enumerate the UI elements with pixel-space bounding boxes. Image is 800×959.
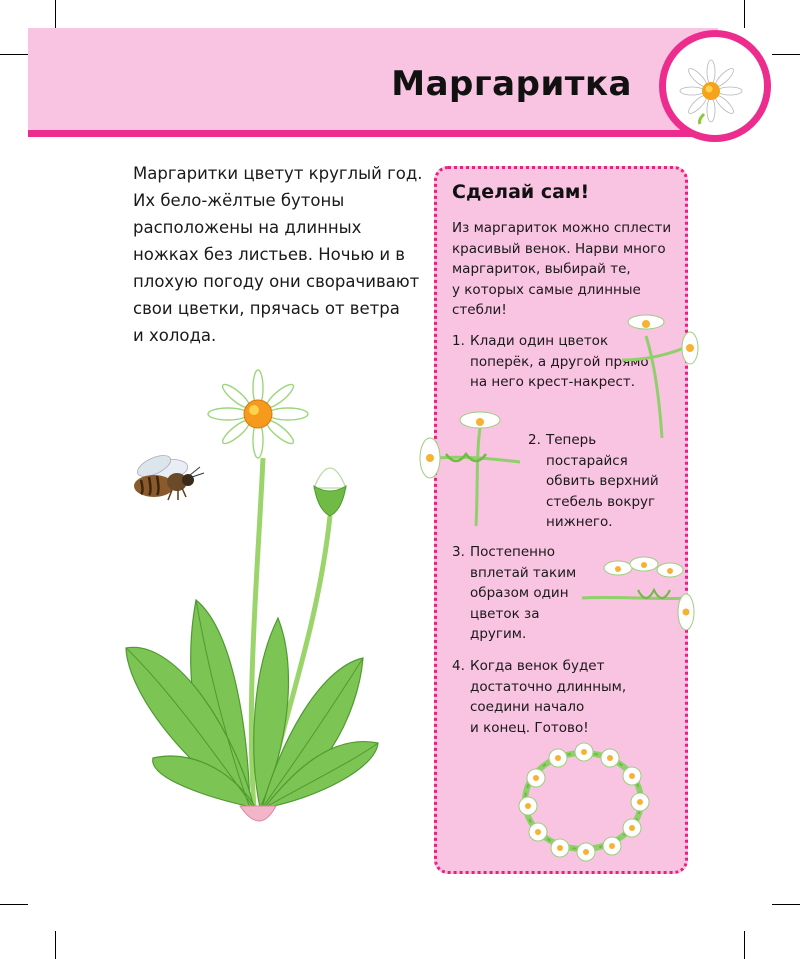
step-number: 2. [528,432,541,448]
step-4 [452,656,652,738]
page-title: Маргаритка [391,64,632,104]
crop-mark [55,931,56,959]
step-line: Когда венок будет [470,658,605,674]
crop-mark [55,0,56,28]
step-line: достаточно длинным, [470,678,627,695]
daisy-plant-illustration [118,368,388,838]
daisy-chain [578,552,700,642]
step-line: Постепенно [470,544,556,560]
step-line: другим. [470,626,527,642]
crop-mark [0,904,28,905]
daisy-flower-icon [676,56,746,126]
panel-intro-line: стебли! [452,302,507,318]
step-line: Теперь [546,432,597,448]
intro-line: Их бело-жёлтые бутоны [133,191,345,210]
intro-line: свои цветки, прячась от ветра [133,299,400,318]
step-line: вплетай таким [470,564,577,581]
crop-mark [744,931,745,959]
crop-mark [772,904,800,905]
step-line: Клади один цветок [470,333,609,349]
intro-line: ножках без листьев. Ночью и в [133,245,406,264]
step-text [528,430,678,533]
step-text [452,656,652,738]
panel-intro-line: Из маргариток можно сплести [452,220,672,236]
intro-line: и холода. [133,326,217,345]
daisy-wreath [508,736,658,866]
intro-line: плохую погоду они сворачивают [133,272,420,291]
step-number: 3. [452,544,465,560]
crop-mark [0,54,28,55]
crop-mark [744,0,745,28]
two-crossed-daisies [614,308,706,440]
step-3 [452,542,582,645]
stem-wrapped-daisies [416,408,526,528]
step-line: нижнего. [546,514,613,530]
step-line: стебель вокруг [546,493,656,510]
panel-intro-text [452,218,682,321]
panel-intro-line: красивый венок. Нарви много [452,240,666,257]
step-2 [528,430,678,533]
step-line: на него крест-накрест. [470,374,636,390]
step-line: соедини начало [470,699,585,715]
panel-intro-line: маргариток, выбирай те, [452,261,631,277]
intro-line: расположены на длинных [133,218,362,237]
panel-title: Сделай сам! [452,181,590,203]
step-number: 4. [452,658,465,674]
step-line: цветок за [470,605,540,622]
header-underline [28,130,728,137]
step-line: и конец. Готово! [470,719,589,736]
step-line: обвить верхний [546,473,659,489]
crop-mark [772,54,800,55]
step-text [452,542,582,645]
step-line: образом один [470,585,569,601]
panel-intro-line: у которых самые длинные [452,281,641,298]
step-number: 1. [452,333,465,349]
step-line: постарайся [546,452,628,469]
step-line: поперёк, а другой прямо [470,353,649,370]
intro-line: Маргаритки цветут круглый год. [133,164,423,183]
intro-text [133,160,423,349]
